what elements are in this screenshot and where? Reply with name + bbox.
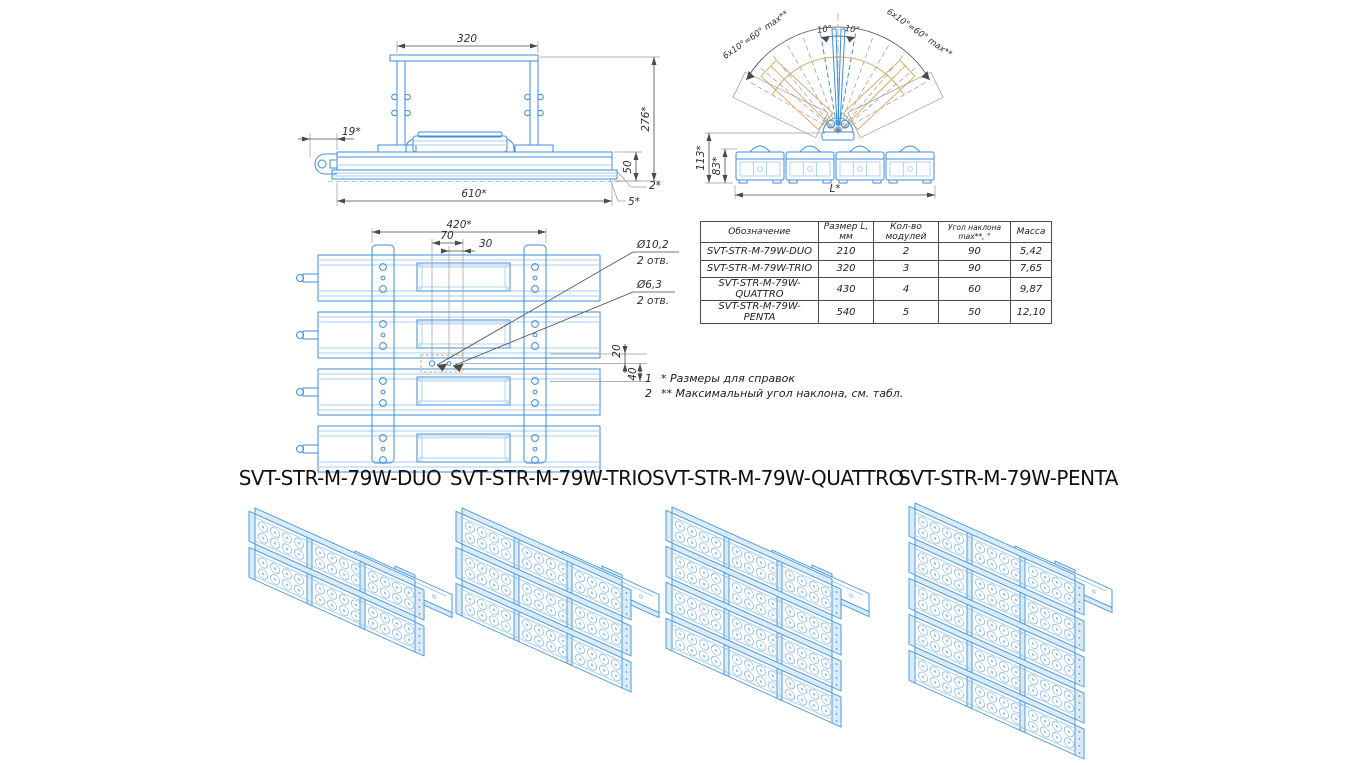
dim-label: 70 <box>440 230 454 242</box>
dim-label: 20 <box>611 344 623 358</box>
col-angle: Угол наклона max**, ° <box>939 222 1011 243</box>
dim-label: 6x10°=60° max** <box>721 9 791 62</box>
dim-label: 2 отв. <box>637 295 670 307</box>
dim-label: 2* <box>649 180 661 192</box>
dim-label: 420* <box>446 219 472 231</box>
table-row: SVT-STR-M-79W-TRIO 320 3 90 7,65 <box>701 260 1052 278</box>
dim-label: Ø10,2 <box>637 239 669 251</box>
dim-label: L* <box>829 183 841 195</box>
dim-label: 10° <box>816 24 833 37</box>
top-view-drawing <box>295 215 695 475</box>
product-label-trio: SVT-STR-M-79W-TRIO <box>449 466 653 490</box>
col-mass: Масса <box>1011 222 1052 243</box>
table-row: SVT-STR-M-79W-DUO 210 2 90 5,42 <box>701 243 1052 261</box>
top-view-dimensions <box>372 219 679 382</box>
dim-label: 2 отв. <box>637 255 670 267</box>
col-modules: Кол-во модулей <box>874 222 939 243</box>
angle-view-dimensions <box>695 133 935 199</box>
front-view-drawing <box>270 5 680 220</box>
tilt-angle-diagram <box>685 5 985 205</box>
product-label-duo: SVT-STR-M-79W-DUO <box>238 466 442 490</box>
table-row: SVT-STR-M-79W-PENTA 540 5 50 12,10 <box>701 301 1052 324</box>
footnote: 1 * Размеры для справок <box>645 372 796 385</box>
col-size: Размер L, мм <box>819 222 874 243</box>
footnotes <box>645 371 903 401</box>
table-row: SVT-STR-M-79W-QUATTRO 430 4 60 9,87 <box>701 278 1052 301</box>
front-view-geometry <box>315 55 620 182</box>
dim-label: 30 <box>479 238 493 250</box>
dim-label: Ø6,3 <box>637 279 662 291</box>
dim-label: 6x10°=60° max** <box>884 7 954 60</box>
dim-label: 10° <box>844 24 861 37</box>
dim-label: 276* <box>640 106 652 132</box>
product-image-duo <box>243 498 448 660</box>
dim-label: 50 <box>622 160 634 174</box>
spec-table <box>700 221 1052 324</box>
dim-label: 610* <box>461 188 487 200</box>
module-row <box>736 146 934 183</box>
table-header-row <box>701 222 1052 243</box>
dim-label: 320 <box>456 33 478 45</box>
dim-label: 19* <box>342 126 361 138</box>
col-designation: Обозначение <box>701 222 819 243</box>
product-image-trio <box>450 498 660 696</box>
dim-label: 5* <box>628 196 640 208</box>
product-label-penta: SVT-STR-M-79W-PENTA <box>898 466 1118 490</box>
footnote: 2 ** Максимальный угол наклона, см. табл. <box>645 387 904 400</box>
product-image-quattro <box>660 497 885 731</box>
dim-label: 113* <box>695 145 707 171</box>
product-image-penta <box>903 493 1133 763</box>
dim-label: 40 <box>627 367 639 381</box>
dim-label: 83* <box>711 156 723 176</box>
product-label-quattro: SVT-STR-M-79W-QUATTRO <box>652 466 904 490</box>
